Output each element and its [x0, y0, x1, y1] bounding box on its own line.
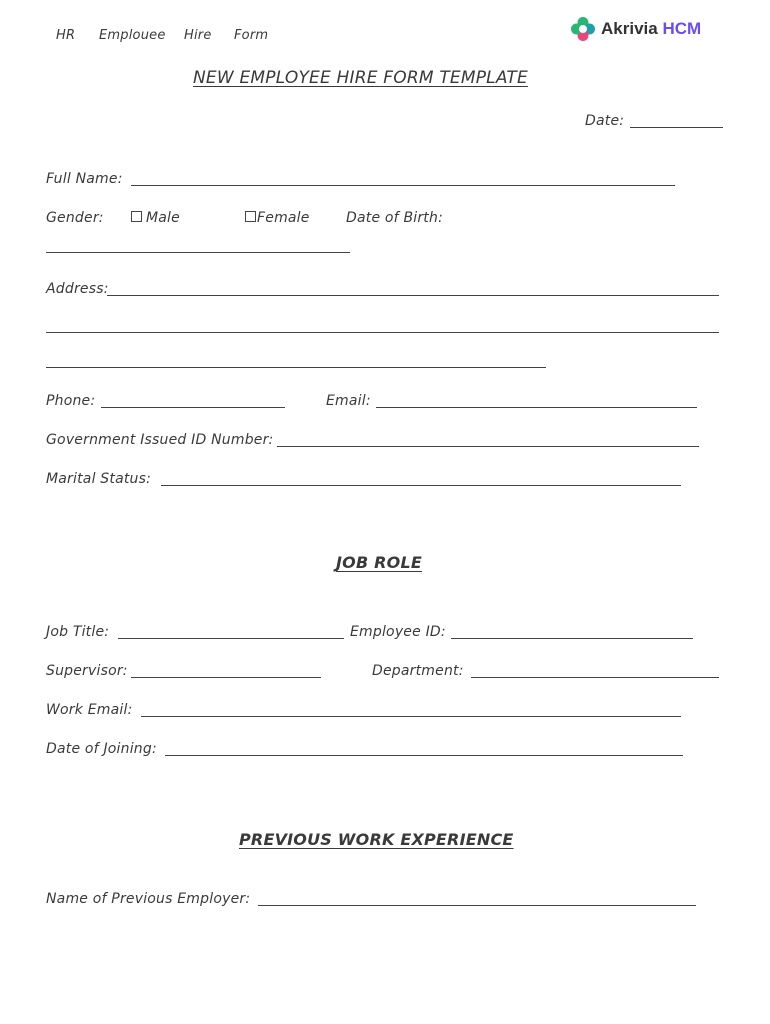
gov-id-label: Government Issued ID Number: [46, 432, 274, 448]
gender-label: Gender: [46, 210, 104, 226]
job-role-heading: JOB ROLE [336, 553, 422, 572]
supervisor-label: Supervisor: [46, 663, 128, 679]
dob-field[interactable] [46, 252, 350, 253]
address-field-line-1[interactable] [107, 295, 719, 296]
employee-id-label: Employee ID: [350, 624, 446, 640]
address-field-line-2[interactable] [46, 332, 719, 333]
akrivia-flower-icon [570, 16, 596, 42]
male-checkbox[interactable] [131, 211, 142, 222]
date-of-joining-field[interactable] [165, 755, 683, 756]
logo-text: Akrivia HCM [601, 19, 702, 38]
date-label: Date: [585, 113, 625, 129]
job-title-field[interactable] [118, 638, 344, 639]
department-label: Department: [372, 663, 464, 679]
date-of-joining-label: Date of Joining: [46, 741, 157, 757]
address-label: Address: [46, 281, 109, 297]
full-name-label: Full Name: [46, 171, 123, 187]
company-logo [570, 16, 701, 42]
work-email-field[interactable] [141, 716, 681, 717]
supervisor-field[interactable] [131, 677, 321, 678]
gov-id-field[interactable] [277, 446, 699, 447]
breadcrumb-hire: Hire [184, 28, 212, 43]
phone-label: Phone: [46, 393, 96, 409]
page-title: NEW EMPLOYEE HIRE FORM TEMPLATE [193, 68, 528, 88]
address-field-line-3[interactable] [46, 367, 546, 368]
dob-label: Date of Birth: [346, 210, 443, 226]
phone-field[interactable] [101, 407, 285, 408]
work-email-label: Work Email: [46, 702, 133, 718]
email-field[interactable] [376, 407, 697, 408]
employee-id-field[interactable] [451, 638, 693, 639]
female-option[interactable]: Female [245, 210, 310, 226]
previous-employer-label: Name of Previous Employer: [46, 891, 251, 907]
previous-work-heading: PREVIOUS WORK EXPERIENCE [239, 830, 514, 849]
job-title-label: Job Title: [46, 624, 110, 640]
marital-status-label: Marital Status: [46, 471, 152, 487]
previous-employer-field[interactable] [258, 905, 696, 906]
date-field[interactable] [630, 127, 723, 128]
full-name-field[interactable] [131, 185, 675, 186]
email-label: Email: [326, 393, 371, 409]
female-checkbox[interactable] [245, 211, 256, 222]
marital-status-field[interactable] [161, 485, 681, 486]
breadcrumb-employee: Emplouee [99, 28, 166, 43]
department-field[interactable] [471, 677, 719, 678]
male-option[interactable]: Male [131, 210, 180, 226]
breadcrumb-hr: HR [56, 28, 76, 43]
breadcrumb-form: Form [234, 28, 269, 43]
